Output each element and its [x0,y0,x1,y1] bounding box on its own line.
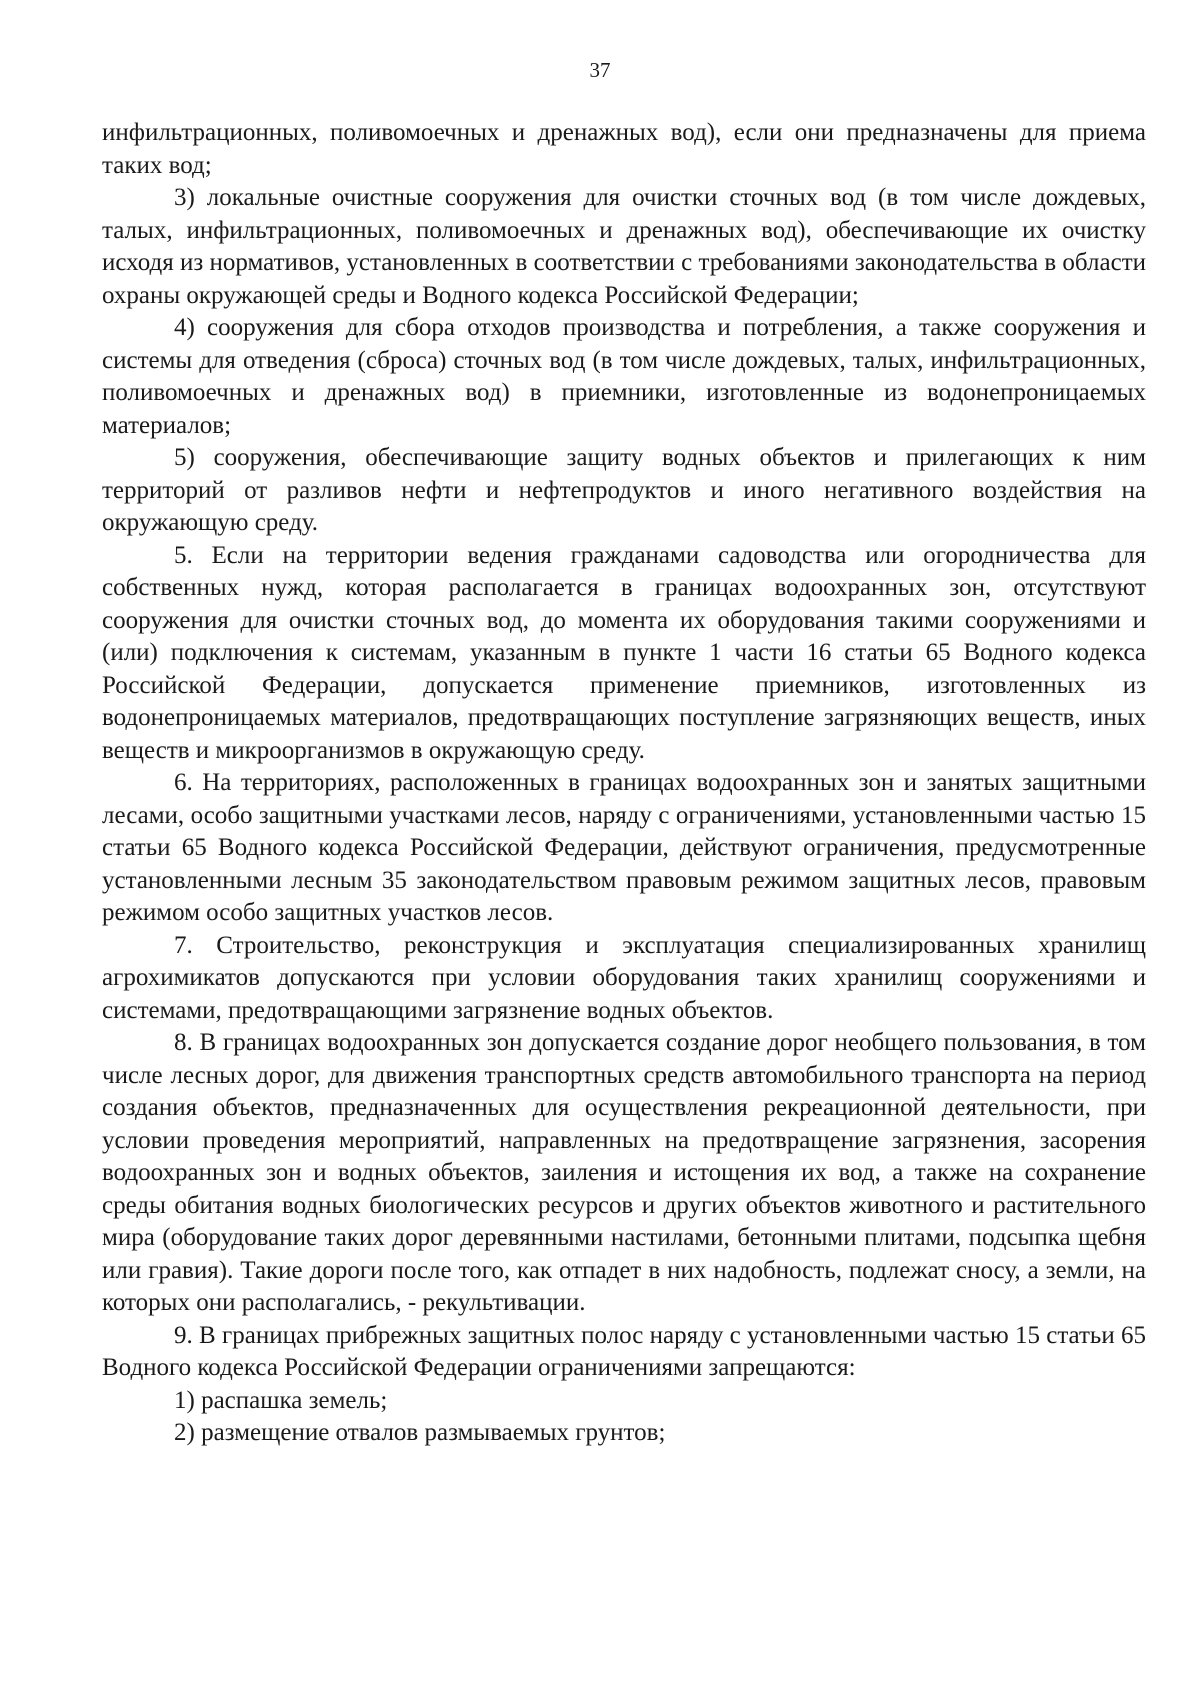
paragraph-item-5: 5) сооружения, обеспечивающие защиту водных объектов и прилегающих к ним территорий от разливов нефти и нефтепродуктов и иного негативного воздействия на окружающую среду. [102,444,1146,536]
page-number: 37 [589,58,611,82]
paragraph-clause-9: 9. В границах прибрежных защитных полос наряду с установленными частью 15 статьи 65 Водного кодекса Российской Федерации ограничениями запрещаются: [102,1321,1146,1381]
paragraph-item-3: 3) локальные очистные сооружения для очистки сточных вод (в том числе дождевых, талых, инфильтрационных, поливомоечных и дренажных вод), обеспечивающие их очистку исходя из нормативов, установленных в соответствии с требованиями законодательства в области охраны окружающей среды и Водного кодекса Российской Федерации; [102,184,1146,309]
paragraph-clause-7: 7. Строительство, реконструкция и эксплуатация специализированных хранилищ агрохимикатов допускаются при условии оборудования таких хранилищ сооружениями и системами, предотвращающими загрязнение водных объектов. [102,931,1146,1024]
paragraph-clause-8: 8. В границах водоохранных зон допускается создание дорог необщего пользования, в том числе лесных дорог, для движения транспортных средств автомобильного транспорта на период создания объектов, предназначенных для осуществления рекреационной деятельности, при условии проведения мероприятий, направленных на предотвращение загрязнения, засорения водоохранных зон и водных объектов, заиления и истощения их вод, а также на сохранение среды обитания водных биологических ресурсов и других объектов животного и растительного мира (оборудование таких дорог деревянными настилами, бетонными плитами, подсыпка щебня или гравия). Такие дороги после того, как отпадет в них надобность, подлежат сносу, а земли, на которых они располагались, - рекультивации. [102,1029,1146,1316]
paragraph-continuation: инфильтрационных, поливомоечных и дренажных вод), если они предназначены для приема таких вод; [102,119,1146,179]
paragraph-clause-6: 6. На территориях, расположенных в границах водоохранных зон и занятых защитными лесами, особо защитными участками лесов, наряду с ограничениями, установленными частью 15 статьи 65 Водного кодекса Российской Федерации, действуют ограничения, предусмотренные установленными лесным 35 законодательством правовым режимом защитных лесов, правовым режимом особо защитных участков лесов. [102,769,1146,926]
paragraph-subitem-1: 1) распашка земель; [174,1386,388,1414]
paragraph-subitem-2: 2) размещение отвалов размываемых грунтов; [174,1419,666,1446]
paragraph-clause-5: 5. Если на территории ведения гражданами садоводства или огородничества для собственных нужд, которая располагается в границах водоохранных зон, отсутствуют сооружения для очистки сточных вод, до момента их оборудования такими сооружениями и (или) подключения к системам, указанным в пункте 1 части 16 статьи 65 Водного кодекса Российской Федерации, допускается применение приемников, изготовленных из водонепроницаемых материалов, предотвращающих поступление загрязняющих веществ, иных веществ и микроорганизмов в окружающую среду. [102,541,1146,764]
paragraph-item-4: 4) сооружения для сбора отходов производства и потребления, а также сооружения и системы для отведения (сброса) сточных вод (в том числе дождевых, талых, инфильтрационных, поливомоечных и дренажных вод) в приемники, изготовленные из водонепроницаемых материалов; [102,314,1146,439]
document-body [102,117,1146,1450]
